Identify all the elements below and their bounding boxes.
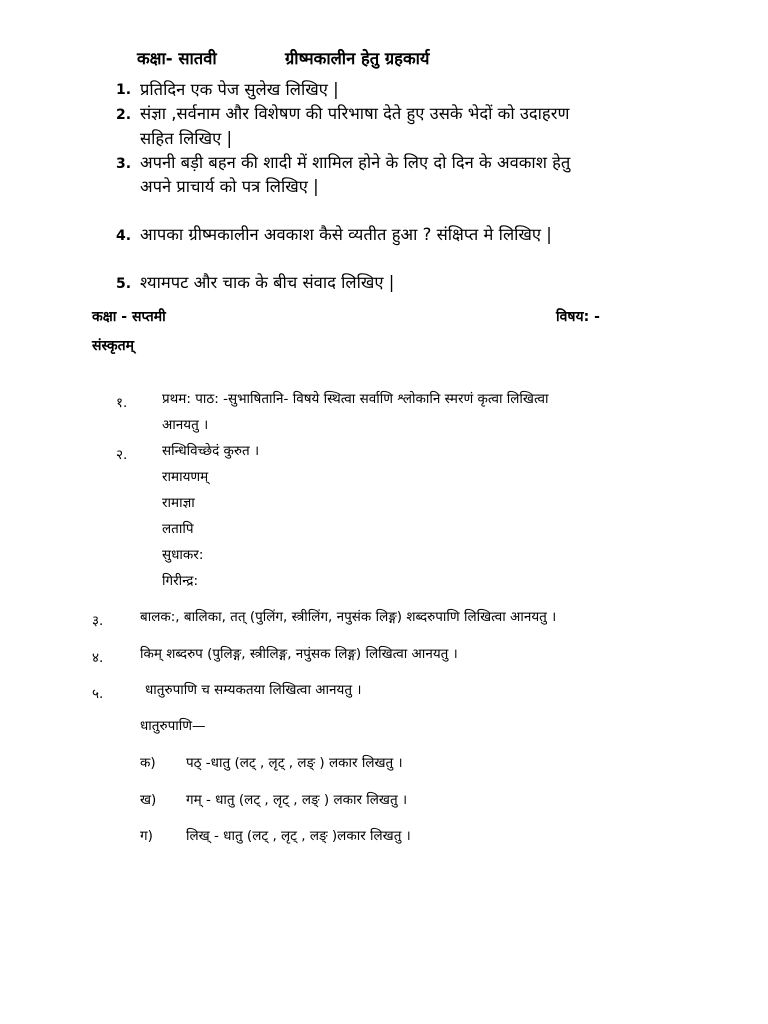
sanskrit-class-label: कक्षा - सप्तमी	[92, 309, 166, 325]
task-number: 3.	[116, 156, 132, 172]
task-text: अपनी बड़ी बहन की शादी में शामिल होने के लिए दो दिन के अवकाश हेतु	[140, 153, 571, 172]
sandhi-word: सुधाकर:	[162, 547, 204, 563]
task-number: 2.	[116, 107, 132, 123]
sandhi-word: गिरीन्द्र:	[162, 573, 199, 589]
task-number: ५.	[92, 686, 104, 702]
dhatu-item-letter: ख)	[140, 792, 157, 808]
task-number: २.	[116, 447, 128, 463]
page-title: ग्रीष्मकालीन हेतु ग्रहकार्य	[285, 49, 430, 68]
task-number: 5.	[116, 276, 132, 292]
task-text: किम् शब्दरुप (पुलिङ्ग, स्त्रीलिङ्ग, नपुंसक लिङ्ग) लिखित्वा आनयतु ।	[140, 646, 458, 662]
task-text: बालक:, बालिका, तत् (पुलिंग, स्त्रीलिंग, नपुसंक लिङ्ग) शब्दरुपाणि लिखित्वा आनयतु ।	[140, 609, 557, 625]
dhatu-item-text: लिख् - धातु (लट् , लृट् , लङ् )लकार लिखतु ।	[186, 828, 411, 844]
task-number: 1.	[116, 82, 132, 98]
task-text: सहित लिखिए |	[140, 129, 232, 148]
subject-label: विषय: -	[556, 309, 600, 325]
task-number: ४.	[92, 650, 104, 666]
task-text: श्यामपट और चाक के बीच संवाद लिखिए |	[140, 273, 395, 292]
dhatu-item-text: गम् - धातु (लट् , लृट् , लङ् ) लकार लिखतु ।	[186, 792, 408, 808]
task-number: 4.	[116, 228, 132, 244]
task-text: आपका ग्रीष्मकालीन अवकाश कैसे व्यतीत हुआ ? संक्षिप्त मे लिखिए |	[140, 225, 552, 244]
sandhi-word: लतापि	[162, 521, 194, 537]
sandhi-word: रामायणम्	[162, 469, 209, 485]
task-text: धातुरुपाणि च सम्यकतया लिखित्वा आनयतु ।	[145, 682, 362, 698]
task-number: १.	[116, 395, 128, 411]
subject-value: संस्कृतम्	[92, 338, 135, 354]
dhatu-item-text: पठ् -धातु (लट् , लृट् , लङ् ) लकार लिखतु ।	[186, 755, 403, 771]
task-text: अपने प्राचार्य को पत्र लिखिए |	[140, 177, 319, 196]
sandhi-word: रामाज्ञा	[162, 495, 195, 511]
task-text: प्रथम: पाठ: -सुभाषितानि- विषये स्थित्वा सर्वाणि श्लोकानि स्मरणं कृत्वा लिखित्वा	[162, 391, 549, 407]
dhatu-item-letter: ग)	[140, 828, 153, 844]
task-text: सन्धिविच्छेदं कुरुत ।	[162, 443, 260, 459]
task-text: प्रतिदिन एक पेज सुलेख लिखिए |	[140, 80, 339, 99]
class-label: कक्षा- सातवी	[137, 49, 217, 68]
dhatu-label: धातुरुपाणि—	[140, 718, 206, 734]
task-number: ३.	[92, 613, 104, 629]
dhatu-item-letter: क)	[140, 755, 156, 771]
task-text: संज्ञा ,सर्वनाम और विशेषण की परिभाषा देते हुए उसके भेदों को उदाहरण	[140, 104, 570, 123]
task-text: आनयतु ।	[162, 417, 209, 433]
